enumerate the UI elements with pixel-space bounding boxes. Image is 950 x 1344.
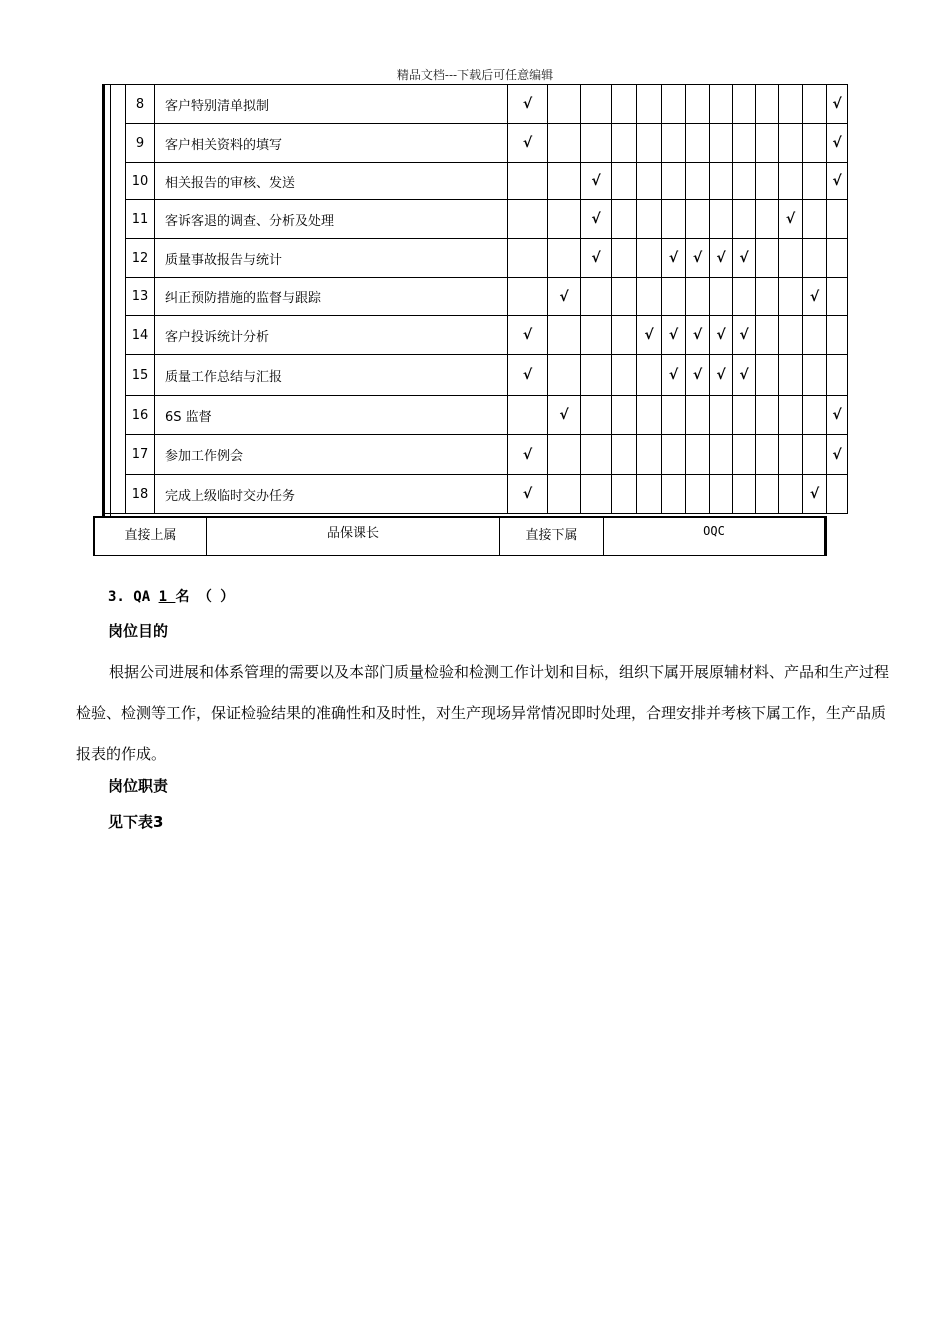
check-cell: √ <box>779 200 803 239</box>
check-cell <box>803 124 827 163</box>
check-cell <box>779 85 803 124</box>
section-number-label: 3. QA <box>108 589 159 605</box>
check-cell <box>581 316 612 355</box>
check-cell <box>686 435 710 475</box>
check-cell: √ <box>827 163 848 200</box>
check-cell <box>581 435 612 475</box>
check-cell: √ <box>581 239 612 278</box>
row-number: 18 <box>126 475 155 514</box>
table-row <box>126 435 848 475</box>
check-cell <box>756 239 779 278</box>
task-cell: 客诉客退的调查、分析及处理 <box>155 200 508 239</box>
check-cell <box>827 239 848 278</box>
check-cell <box>803 435 827 475</box>
check-cell <box>733 475 756 514</box>
check-cell <box>779 355 803 396</box>
check-cell <box>827 200 848 239</box>
headcount: 1 <box>158 589 176 605</box>
check-cell: √ <box>662 355 686 396</box>
duty-heading: 岗位职责 <box>108 777 169 795</box>
check-cell <box>756 396 779 435</box>
check-cell <box>686 124 710 163</box>
row-number: 11 <box>126 200 155 239</box>
table-row <box>126 396 848 435</box>
duty-matrix-table <box>125 84 848 514</box>
check-cell: √ <box>637 316 662 355</box>
task-cell: 客户特别清单拟制 <box>155 85 508 124</box>
check-cell <box>662 124 686 163</box>
check-cell <box>548 316 581 355</box>
check-cell <box>710 163 733 200</box>
check-cell <box>756 124 779 163</box>
check-cell <box>827 475 848 514</box>
check-cell: √ <box>508 435 548 475</box>
check-cell <box>779 316 803 355</box>
check-cell <box>637 85 662 124</box>
check-cell <box>803 355 827 396</box>
check-cell <box>756 200 779 239</box>
row-number: 17 <box>126 435 155 475</box>
check-cell <box>508 200 548 239</box>
check-cell: √ <box>508 355 548 396</box>
check-cell <box>733 200 756 239</box>
check-cell <box>686 163 710 200</box>
check-cell <box>637 475 662 514</box>
check-cell <box>548 355 581 396</box>
table-row <box>126 239 848 278</box>
check-cell <box>637 435 662 475</box>
direct-subordinate-value: OQC <box>703 524 725 538</box>
check-cell <box>508 239 548 278</box>
row-number: 10 <box>126 163 155 200</box>
check-cell <box>756 316 779 355</box>
task-cell: 客户投诉统计分析 <box>155 316 508 355</box>
check-cell <box>662 396 686 435</box>
task-cell: 质量事故报告与统计 <box>155 239 508 278</box>
check-cell <box>637 124 662 163</box>
check-cell <box>581 475 612 514</box>
check-cell <box>733 85 756 124</box>
table-row <box>126 316 848 355</box>
reporting-line-row <box>93 516 827 556</box>
check-cell <box>612 316 637 355</box>
check-cell <box>637 163 662 200</box>
check-cell <box>803 316 827 355</box>
check-cell <box>779 163 803 200</box>
check-cell <box>710 475 733 514</box>
check-cell <box>803 396 827 435</box>
check-cell <box>662 475 686 514</box>
table-bottom-border <box>102 513 825 514</box>
check-cell <box>612 435 637 475</box>
check-cell <box>612 475 637 514</box>
check-cell <box>803 163 827 200</box>
row-number: 12 <box>126 239 155 278</box>
check-cell <box>779 475 803 514</box>
check-cell <box>733 278 756 316</box>
check-cell <box>779 124 803 163</box>
check-cell <box>686 396 710 435</box>
check-cell <box>581 85 612 124</box>
section-suffix: 名 （ ） <box>175 589 235 605</box>
check-cell: √ <box>662 239 686 278</box>
check-cell <box>827 316 848 355</box>
check-cell <box>548 475 581 514</box>
check-cell: √ <box>827 85 848 124</box>
table-row <box>126 475 848 514</box>
check-cell <box>779 396 803 435</box>
check-cell <box>779 435 803 475</box>
table-left-border-thick <box>102 84 105 516</box>
check-cell <box>756 475 779 514</box>
check-cell: √ <box>710 355 733 396</box>
check-cell <box>662 435 686 475</box>
section-title <box>108 586 234 606</box>
see-table-note: 见下表3 <box>108 813 164 831</box>
table-row <box>126 278 848 316</box>
check-cell <box>756 163 779 200</box>
check-cell <box>637 200 662 239</box>
check-cell: √ <box>733 355 756 396</box>
check-cell <box>710 278 733 316</box>
row-number: 14 <box>126 316 155 355</box>
row-number: 15 <box>126 355 155 396</box>
check-cell <box>710 200 733 239</box>
table-row <box>126 355 848 396</box>
check-cell: √ <box>710 239 733 278</box>
check-cell <box>508 396 548 435</box>
check-cell <box>612 200 637 239</box>
check-cell <box>803 239 827 278</box>
check-cell <box>710 85 733 124</box>
table-row <box>126 85 848 124</box>
check-cell <box>686 200 710 239</box>
check-cell <box>686 85 710 124</box>
table-row <box>126 163 848 200</box>
table-left-border-thin <box>110 84 111 516</box>
check-cell <box>548 85 581 124</box>
check-cell: √ <box>508 124 548 163</box>
check-cell <box>637 355 662 396</box>
check-cell <box>827 355 848 396</box>
check-cell <box>581 396 612 435</box>
check-cell <box>581 278 612 316</box>
check-cell <box>827 278 848 316</box>
row-number: 13 <box>126 278 155 316</box>
direct-superior-value: 品保课长 <box>326 526 379 541</box>
check-cell <box>662 278 686 316</box>
check-cell <box>548 124 581 163</box>
check-cell: √ <box>662 316 686 355</box>
check-cell: √ <box>803 278 827 316</box>
check-cell <box>779 278 803 316</box>
check-cell <box>733 163 756 200</box>
task-cell: 完成上级临时交办任务 <box>155 475 508 514</box>
check-cell <box>548 200 581 239</box>
row-number: 8 <box>126 85 155 124</box>
check-cell <box>662 163 686 200</box>
check-cell <box>662 200 686 239</box>
check-cell <box>686 475 710 514</box>
check-cell: √ <box>508 475 548 514</box>
check-cell <box>733 124 756 163</box>
check-cell <box>508 278 548 316</box>
check-cell <box>612 396 637 435</box>
check-cell: √ <box>827 435 848 475</box>
check-cell <box>637 278 662 316</box>
check-cell <box>637 396 662 435</box>
task-cell: 相关报告的审核、发送 <box>155 163 508 200</box>
check-cell <box>548 239 581 278</box>
direct-superior-label: 直接上属 <box>124 528 177 543</box>
check-cell: √ <box>548 278 581 316</box>
task-cell: 纠正预防措施的监督与跟踪 <box>155 278 508 316</box>
check-cell: √ <box>508 85 548 124</box>
check-cell <box>612 278 637 316</box>
check-cell: √ <box>686 239 710 278</box>
direct-subordinate-label: 直接下属 <box>525 528 578 543</box>
check-cell <box>779 239 803 278</box>
check-cell: √ <box>581 163 612 200</box>
check-cell <box>612 85 637 124</box>
check-cell <box>756 355 779 396</box>
check-cell: √ <box>710 316 733 355</box>
task-cell: 客户相关资料的填写 <box>155 124 508 163</box>
check-cell <box>637 239 662 278</box>
check-cell: √ <box>827 124 848 163</box>
check-cell <box>581 124 612 163</box>
task-cell: 6S 监督 <box>155 396 508 435</box>
check-cell <box>803 200 827 239</box>
check-cell: √ <box>686 355 710 396</box>
check-cell: √ <box>508 316 548 355</box>
table-row <box>126 124 848 163</box>
table-row <box>126 200 848 239</box>
check-cell <box>710 396 733 435</box>
check-cell <box>548 435 581 475</box>
row-number: 9 <box>126 124 155 163</box>
check-cell <box>612 163 637 200</box>
check-cell <box>803 85 827 124</box>
check-cell: √ <box>581 200 612 239</box>
check-cell <box>612 124 637 163</box>
check-cell: √ <box>733 316 756 355</box>
check-cell <box>548 163 581 200</box>
check-cell <box>612 239 637 278</box>
page-header: 精品文档---下载后可任意编辑 <box>396 68 554 82</box>
check-cell <box>733 396 756 435</box>
check-cell <box>756 85 779 124</box>
row-number: 16 <box>126 396 155 435</box>
check-cell <box>710 124 733 163</box>
purpose-heading: 岗位目的 <box>108 622 169 640</box>
check-cell: √ <box>686 316 710 355</box>
check-cell: √ <box>548 396 581 435</box>
task-cell: 参加工作例会 <box>155 435 508 475</box>
check-cell: √ <box>803 475 827 514</box>
check-cell: √ <box>827 396 848 435</box>
purpose-paragraph: 根据公司进展和体系管理的需要以及本部门质量检验和检测工作计划和目标，组织下属开展原辅材料、产品和生产过程检验、检测等工作，保证检验结果的准确性和及时性，对生产现场异常情况即时处理，合理安排并考核下属工作，生产品质报表的作成。 <box>76 663 890 763</box>
check-cell <box>710 435 733 475</box>
check-cell <box>581 355 612 396</box>
check-cell <box>756 435 779 475</box>
task-cell: 质量工作总结与汇报 <box>155 355 508 396</box>
check-cell <box>508 163 548 200</box>
check-cell <box>686 278 710 316</box>
check-cell <box>662 85 686 124</box>
check-cell <box>733 435 756 475</box>
check-cell <box>612 355 637 396</box>
check-cell: √ <box>733 239 756 278</box>
check-cell <box>756 278 779 316</box>
